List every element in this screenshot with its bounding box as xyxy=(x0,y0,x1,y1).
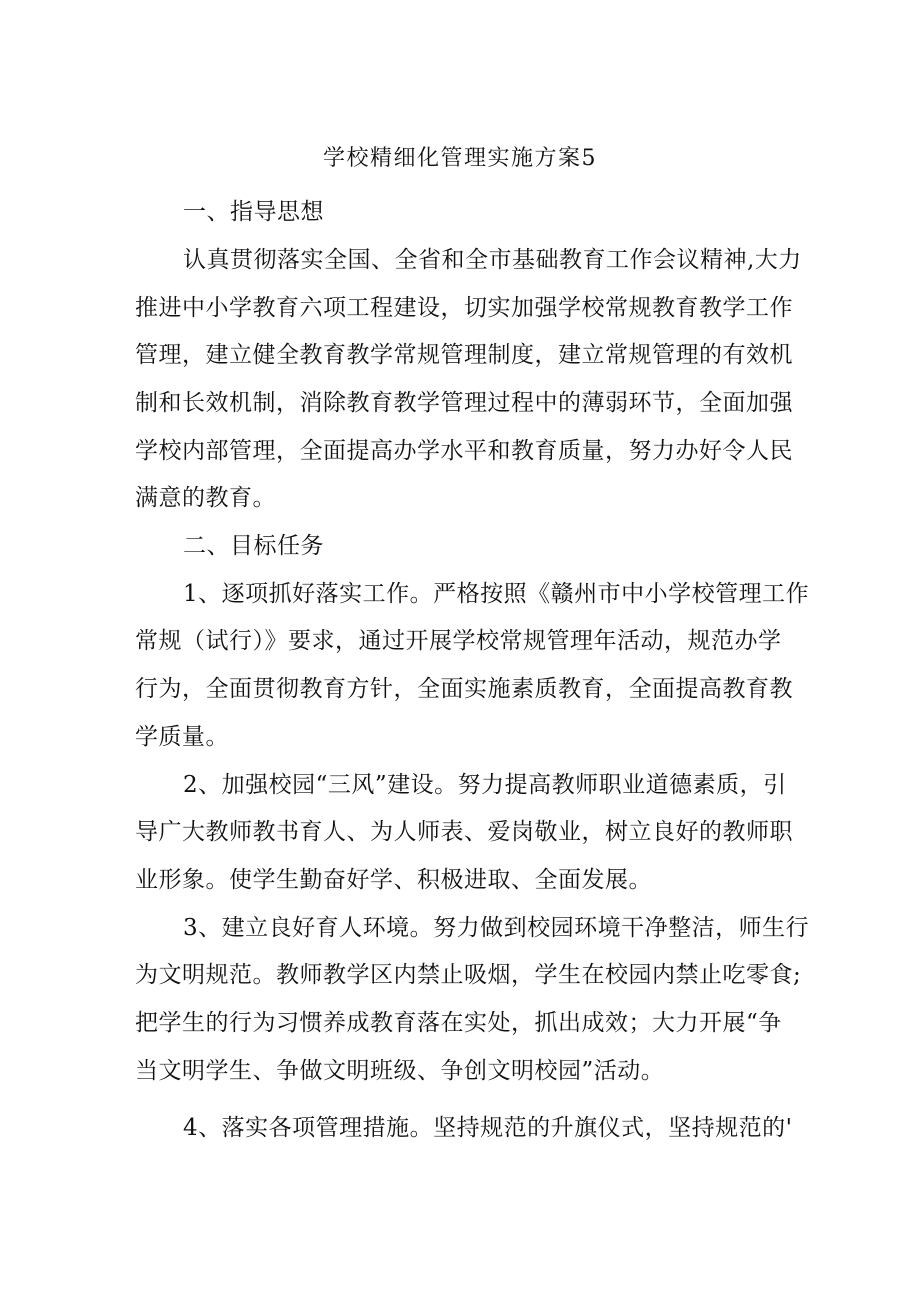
paragraph-first-line: 1、逐项抓好落实工作。严格按照《赣州市中小学校管理工作 xyxy=(183,581,810,607)
paragraph-first-line: 二、目标任务 xyxy=(183,533,324,559)
paragraph-first-line: 2、加强校园“三风”建设。努力提高教师职业道德素质，引 xyxy=(183,772,787,798)
paragraph-first-line: 3、建立良好育人环境。努力做到校园环境干净整洁，师生行 xyxy=(183,915,810,941)
paragraph-line: 业形象。使学生勤奋好学、积极进取、全面发展。 xyxy=(135,867,652,893)
paragraph-line: 当文明学生、争做文明班级、争创文明校园”活动。 xyxy=(135,1058,665,1084)
paragraph-first-line: 认真贯彻落实全国、全省和全市基础教育工作会议精神,大力 xyxy=(183,247,802,273)
paragraph-line: 制和长效机制，消除教育教学管理过程中的薄弱环节，全面加强 xyxy=(135,390,793,416)
paragraph-line: 学质量。 xyxy=(135,724,229,750)
paragraph-line: 推进中小学教育六项工程建设，切实加强学校常规教育教学工作 xyxy=(135,295,793,321)
paragraph-line: 为文明规范。教师教学区内禁止吸烟，学生在校园内禁止吃零食; xyxy=(135,962,802,988)
paragraph-line: 管理，建立健全教育教学常规管理制度，建立常规管理的有效机 xyxy=(135,342,793,368)
paragraph-line: 行为，全面贯彻教育方针，全面实施素质教育，全面提高教育教 xyxy=(135,676,793,702)
paragraph-line: 满意的教育。 xyxy=(135,485,276,511)
paragraph-first-line: 4、落实各项管理措施。坚持规范的升旗仪式，坚持规范的' xyxy=(183,1115,793,1141)
paragraph-line: 导广大教师教书育人、为人师表、爱岗敬业，树立良好的教师职 xyxy=(135,819,793,845)
paragraph-line: 常规（试行）》要求，通过开展学校常规管理年活动，规范办学 xyxy=(135,628,782,654)
paragraph-line: 把学生的行为习惯养成教育落在实处，抓出成效；大力开展“争 xyxy=(135,1010,782,1036)
paragraph-first-line: 一、指导思想 xyxy=(183,199,324,225)
paragraph-line: 学校内部管理，全面提高办学水平和教育质量，努力办好令人民 xyxy=(135,438,793,464)
document-title: 学校精细化管理实施方案5 xyxy=(323,146,597,171)
